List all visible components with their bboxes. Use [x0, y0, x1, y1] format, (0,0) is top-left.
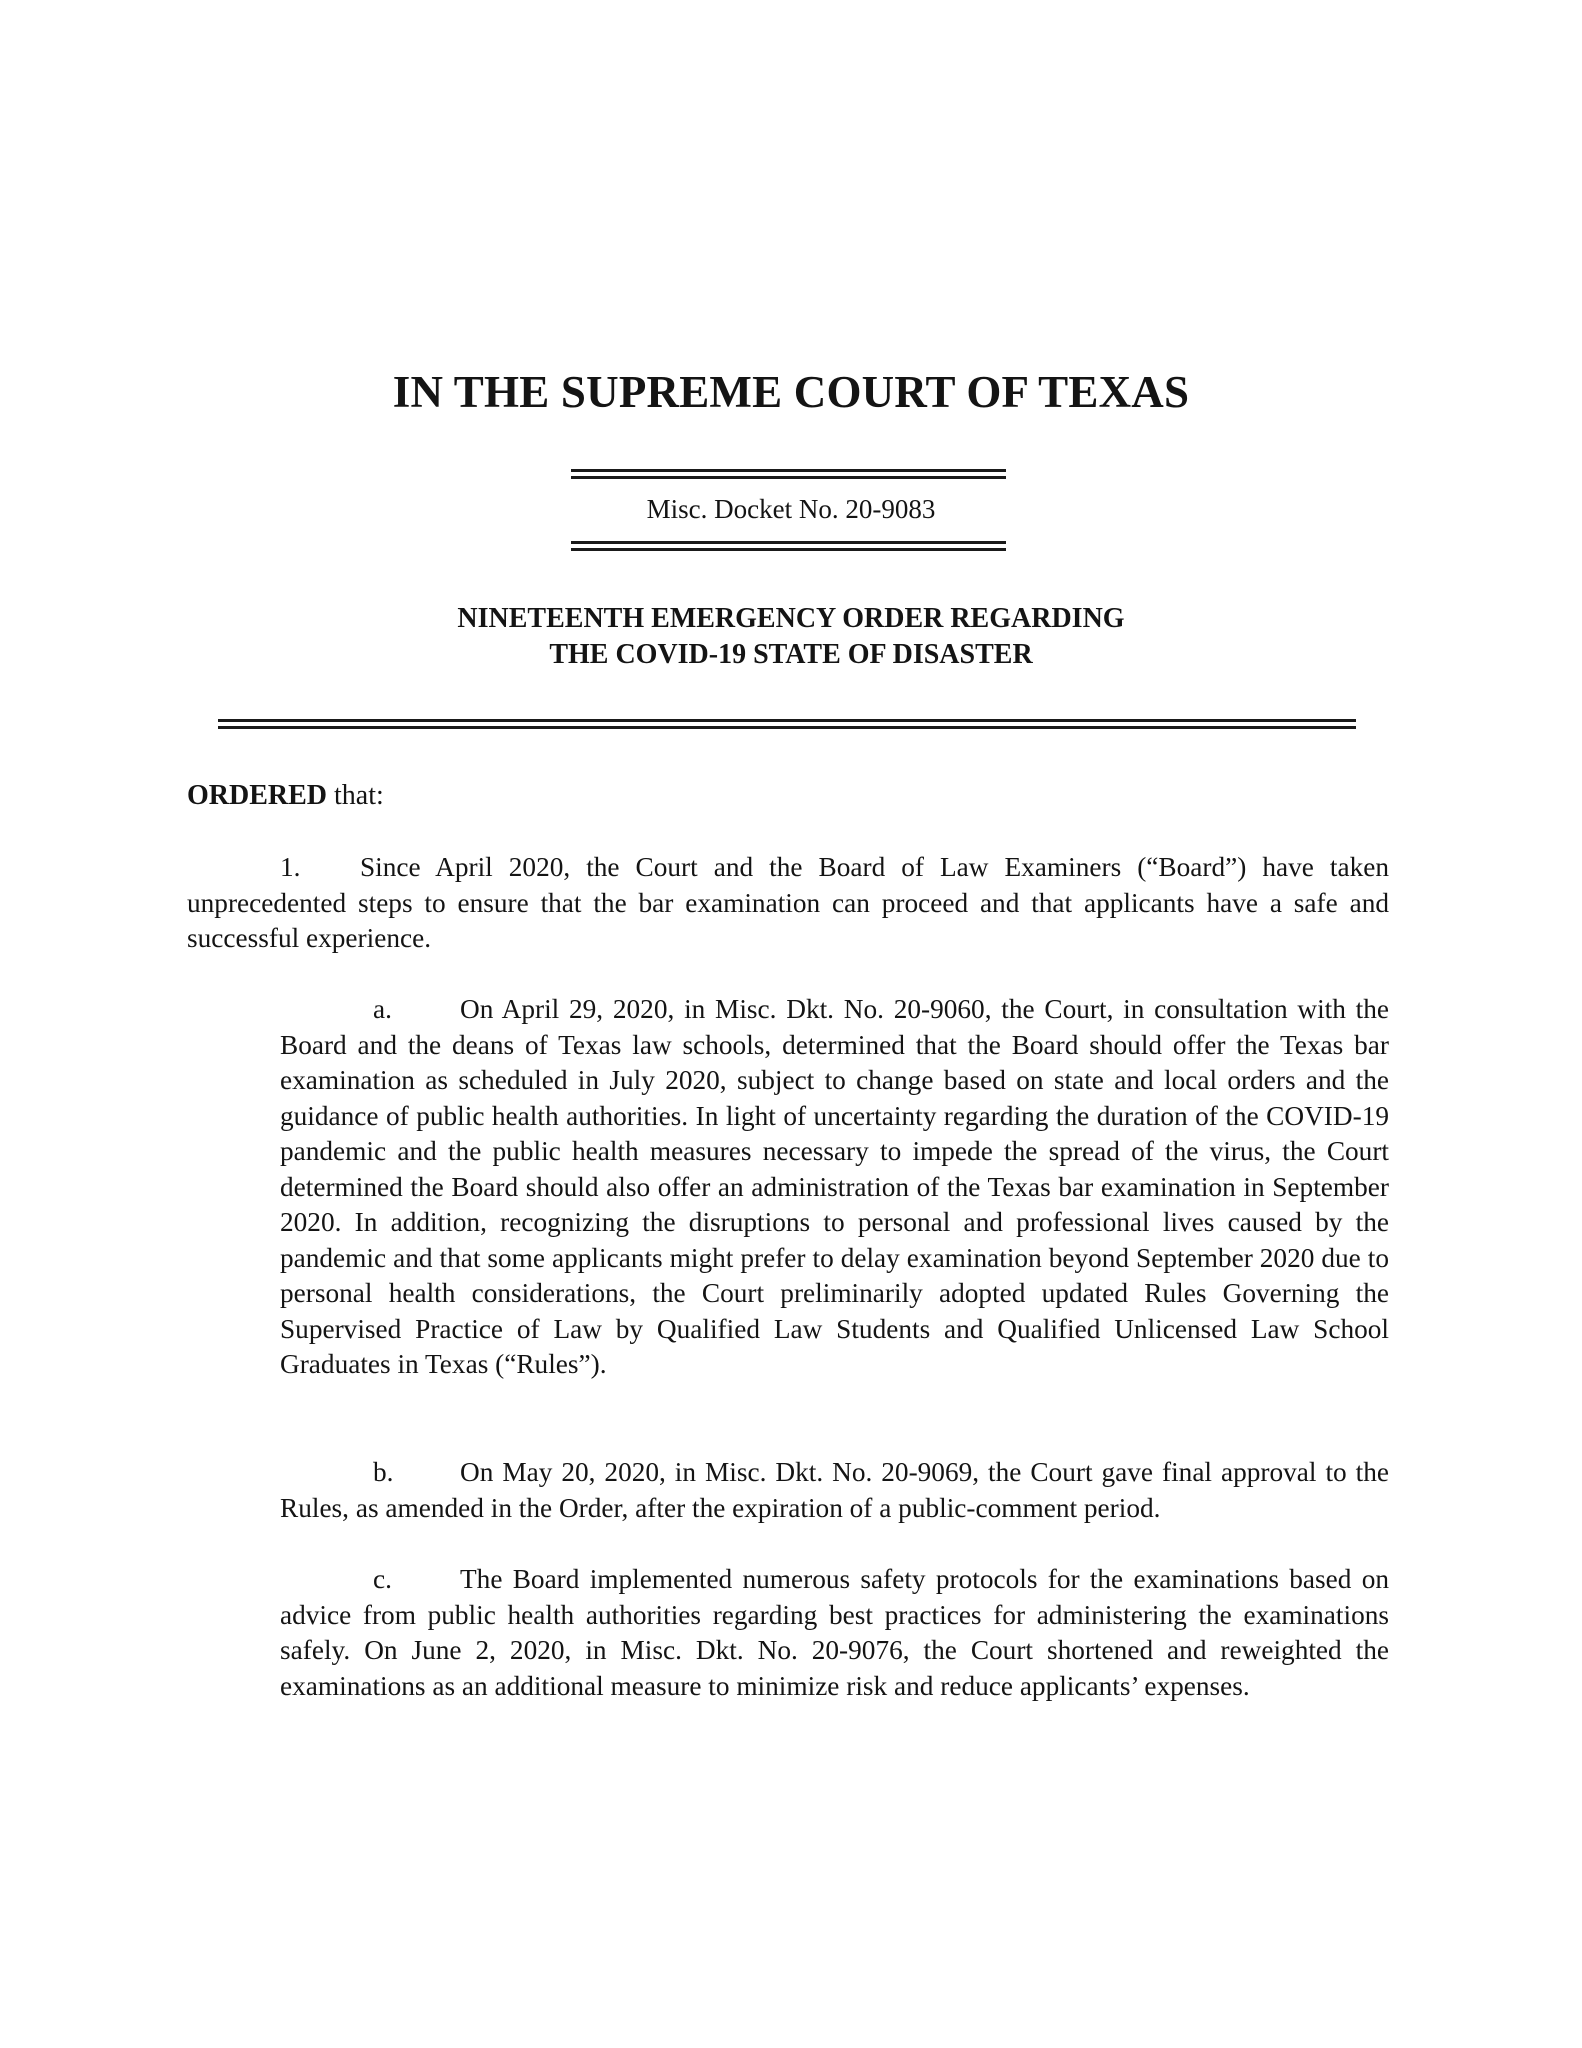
- double-rule-wide: [218, 719, 1356, 729]
- order-title-line-1: NINETEENTH EMERGENCY ORDER REGARDING: [457, 603, 1125, 634]
- paragraph-text: The Board implemented numerous safety protocols for the examinations based on advice from public health authorities regarding best practices for administering the examinations safely. On June 2, 2020, in Misc. Dkt. No. 20-9076, the Court shortened and reweighted the examinations as an additional measure to minimize risk and reduce applicants’ expenses.: [280, 1564, 1389, 1701]
- ordered-heading: [187, 780, 384, 812]
- ordered-rest: that:: [327, 780, 384, 811]
- paragraph-b: [280, 1455, 1389, 1526]
- paragraph-1: [187, 850, 1389, 957]
- paragraph-number: c.: [373, 1564, 392, 1594]
- double-rule-bottom: [571, 541, 1006, 551]
- court-title: IN THE SUPREME COURT OF TEXAS: [392, 367, 1190, 417]
- double-rule-top: [571, 469, 1006, 479]
- docket-number: Misc. Docket No. 20-9083: [646, 494, 936, 524]
- paragraph-c: [280, 1562, 1389, 1704]
- paragraph-number: b.: [373, 1457, 394, 1487]
- order-title-line-2: THE COVID-19 STATE OF DISASTER: [549, 639, 1033, 670]
- paragraph-a: [280, 992, 1389, 1383]
- order-title: [0, 601, 1582, 673]
- ordered-label: ORDERED: [187, 780, 328, 811]
- paragraph-number: a.: [373, 994, 392, 1024]
- paragraph-text: On May 20, 2020, in Misc. Dkt. No. 20-9069, the Court gave final approval to the Rules, as amended in the Order, after the expiration of a public-comment period.: [280, 1457, 1389, 1523]
- paragraph-text: On April 29, 2020, in Misc. Dkt. No. 20-9060, the Court, in consultation with the Board and the deans of Texas law schools, determined that the Board should offer the Texas bar examination as scheduled in July 2020, subject to change based on state and local orders and the guidance of public health authorities. In light of uncertainty regarding the duration of the COVID-19 pandemic and the public health measures necessary to impede the spread of the virus, the Court determined the Board should also offer an administration of the Texas bar examination in September 2020. In addition, recognizing the disruptions to personal and professional lives caused by the pandemic and that some applicants might prefer to delay examination beyond September 2020 due to personal health considerations, the Court preliminarily adopted updated Rules Governing the Supervised Practice of Law by Qualified Law Students and Qualified Unlicensed Law School Graduates in Texas (“Rules”).: [280, 994, 1389, 1379]
- paragraph-text: Since April 2020, the Court and the Board of Law Examiners (“Board”) have taken unprecedented steps to ensure that the bar examination can proceed and that applicants have a safe and successful experience.: [187, 852, 1389, 953]
- paragraph-number: 1.: [280, 852, 301, 882]
